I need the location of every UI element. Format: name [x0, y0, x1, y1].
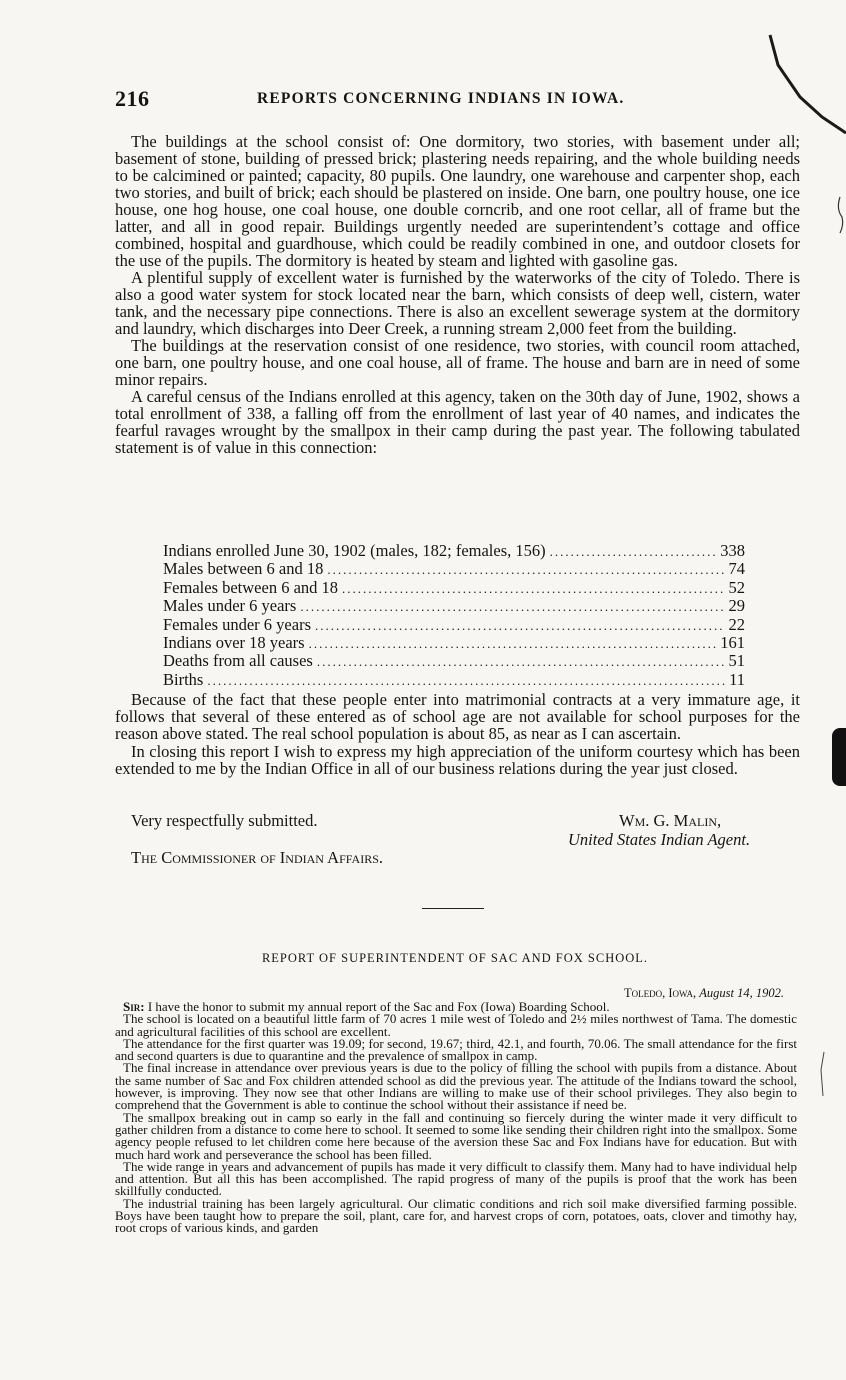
census-label: Births — [163, 669, 204, 689]
report-date: August 14, 1902. — [699, 986, 784, 1000]
dot-leader — [300, 598, 724, 615]
census-table — [163, 542, 745, 689]
census-value: 11 — [729, 669, 745, 689]
census-label: Deaths from all causes — [163, 651, 313, 671]
paragraph-text: I have the honor to submit my annual report of the Sac and Fox (Iowa) Boarding School. — [147, 999, 610, 1014]
paragraph: The school is located on a beautiful little farm of 70 acres 1 mile west of Toledo and 2½ miles northwest of Tama. The domestic and agricultural facilities of this school are excellent. — [115, 1011, 797, 1039]
report-place: Toledo, Iowa, — [623, 986, 697, 1000]
scan-artifact-stroke — [760, 25, 846, 135]
paragraph: The final increase in attendance over previous years is due to the policy of filling the school with pupils from a distance. About the same number of Sac and Fox children attended school as did the previous year. The attitude of the Indians toward the school, however, is improving. They now see that other Indians are willing to make use of their school privileges. They also begin to comprehend that the Government is able to continue the school without their assistance if need be. — [115, 1060, 797, 1113]
dot-leader — [309, 635, 717, 652]
dot-leader — [317, 653, 725, 670]
dot-leader — [327, 561, 724, 578]
census-label: Females between 6 and 18 — [163, 577, 339, 597]
section-divider — [422, 908, 484, 909]
census-value: 22 — [728, 614, 745, 634]
census-value: 338 — [720, 541, 745, 560]
closing-salutation: Very respectfully submitted. — [131, 811, 318, 830]
agent-report-body — [115, 133, 800, 456]
paragraph: A plentiful supply of excellent water is furnished by the waterworks of the city of Toledo. There is also a good water system for stock located near the barn, which consists of deep well, cistern, water tank, and the necessary pipe connections. There is also an excellent sewerage system at the dormitory and laundry, which discharges into Deer Creek, a running stream 2,000 feet from the building. — [115, 268, 800, 338]
census-row — [163, 597, 745, 615]
census-value: 51 — [728, 651, 745, 671]
paragraph: Because of the fact that these people enter into matrimonial contracts at a very immature age, it follows that several of these entered as of school age are not available for school purposes for the reason above stated. The real school population is about 85, as near as I can ascertain. — [115, 690, 800, 744]
census-value: 74 — [728, 559, 745, 579]
scan-artifact-blot — [832, 728, 846, 786]
paragraph: The wide range in years and advancement of pupils has made it very difficult to classify them. Many had to have individual help and attention. But all this has been accomplished. The rapid progress of many of the pupils is proof that the work has been skillfully conducted. — [115, 1158, 797, 1199]
agent-report-closing — [115, 691, 800, 777]
paragraph: The industrial training has been largely agricultural. Our climatic conditions and rich soil make diversified farming possible. Boys have been taught how to prepare the soil, plant, care for, and harvest crops of corn, potatoes, oats, clover and timothy hay, root crops of various kinds, and garden — [115, 1195, 797, 1236]
census-row — [163, 652, 745, 670]
census-label: Males under 6 years — [163, 596, 297, 616]
census-value: 161 — [720, 633, 745, 653]
paragraph: A careful census of the Indians enrolled at this agency, taken on the 30th day of June, 1902, shows a total enrollment of 338, a falling off from the enrollment of last year of 40 names, and indicates the fearful ravages wrought by the smallpox in their camp during the past year. The following tabulated statement is of value in this connection: — [115, 387, 800, 457]
dot-leader — [315, 617, 725, 634]
census-row — [163, 542, 745, 560]
census-row — [163, 671, 745, 689]
census-label: Males between 6 and 18 — [163, 559, 324, 579]
census-value: 29 — [728, 596, 745, 616]
census-row — [163, 616, 745, 634]
paragraph: The buildings at the school consist of: One dormitory, two stories, with basement under all; basement of stone, building of pressed brick; plastering needs repairing, and the whole building needs to be calcimined or painted; capacity, 80 pupils. One laundry, one warehouse and carpenter shop, each two stories, and built of brick; each should be plastered on inside. One barn, one poultry house, one ice house, one hog house, one coal house, one double corncrib, and one root cellar, all of frame but the latter, and all in good repair. Buildings urgently needed are superintendent’s cottage and office combined, hospital and guardhouse, which could be readily combined in one, and outdoor closets for the use of the pupils. The dormitory is heated by steam and lighted with gasoline gas. — [115, 132, 800, 270]
superintendent-report-body — [115, 1001, 797, 1235]
census-row — [163, 579, 745, 597]
scan-artifact-mark — [834, 195, 846, 235]
salutation: Sir: — [123, 999, 145, 1014]
dot-leader — [342, 580, 724, 597]
census-label: Females under 6 years — [163, 614, 311, 634]
paragraph: The smallpox breaking out in camp so early in the fall and continuing so fiercely during the winter made it very difficult to gather children from a distance to come here to school. It seemed to some like sending their children right into the smallpox. Some agency people refused to let children come here because of the aversion these Sac and Fox Indians have for education. But with much hard work and perseverance the school has been filled. — [115, 1109, 797, 1162]
scan-artifact-mark — [816, 1050, 828, 1100]
dot-leader — [207, 672, 725, 689]
paragraph: The buildings at the reservation consist of one residence, two stories, with council room attached, one barn, one poultry house, and one coal house, all of frame. The house and barn are in need of some minor repairs. — [115, 336, 800, 389]
addressee: The Commissioner of Indian Affairs. — [131, 848, 384, 867]
paragraph: In closing this report I wish to express my high appreciation of the uniform courtesy which has been extended to me by the Indian Office in all of our business relations during the year just closed. — [115, 741, 800, 778]
signer-name: Wm. G. Malin, — [619, 811, 722, 830]
running-head: REPORTS CONCERNING INDIANS IN IOWA. — [257, 90, 625, 107]
dot-leader — [550, 543, 717, 560]
census-row — [163, 634, 745, 652]
census-label: Indians over 18 years — [163, 633, 305, 653]
page-number: 216 — [115, 86, 150, 111]
report-title: REPORT OF SUPERINTENDENT OF SAC AND FOX SCHOOL. — [261, 951, 649, 965]
census-label: Indians enrolled June 30, 1902 (males, 182; females, 156) — [163, 541, 546, 560]
census-value: 52 — [728, 577, 745, 597]
census-row — [163, 560, 745, 578]
paragraph: The attendance for the first quarter was 19.09; for second, 19.67; third, 42.1, and fourth, 70.06. The small attendance for the first and second quarters is due to quarantine and the prevalence of smallpox in camp. — [115, 1035, 797, 1064]
signer-title: United States Indian Agent. — [568, 830, 751, 849]
page-header — [115, 86, 805, 116]
report-dateline — [624, 986, 784, 1001]
